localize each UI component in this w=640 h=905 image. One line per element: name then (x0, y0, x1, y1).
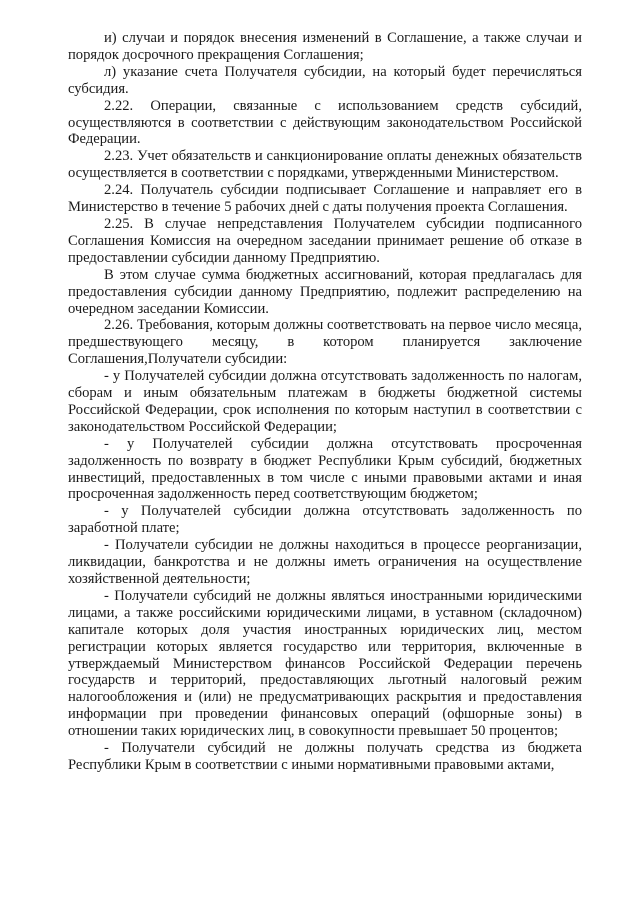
requirement-not-foreign-entity: - Получатели субсидий не должны являться иностранными юридическими лицами, а также российскими юридическими лицами, в уставном (складочном) капитале которых доля участия иностранных юридических лиц, местом регистрации которых является государство или территория, включенные в утверждаемый Министерством финансов Российской Федерации перечень государств и территорий, предоставляющих льготный налоговый режим налогообложения и (или) не предусматривающих раскрытия и предоставления информации при проведении финансовых операций (офшорные зоны) в отношении таких юридических лиц, в совокупности превышает 50 процентов; (68, 587, 582, 740)
requirement-no-tax-debt: - у Получателей субсидии должна отсутствовать задолженность по налогам, сборам и иным обязательным платежам в бюджеты бюджетной системы Российской Федерации, срок исполнения по которым наступил в соответствии с законодательством Российской Федерации; (68, 368, 582, 435)
paragraph-2-22: 2.22. Операции, связанные с использованием средств субсидий, осуществляются в соответствии с действующим законодательством Российской Федерации. (68, 97, 582, 148)
requirement-no-reorganization: - Получатели субсидии не должны находиться в процессе реорганизации, ликвидации, банкротства и не должны иметь ограничения на осуществление хозяйственной деятельности; (68, 537, 582, 587)
paragraph-2-25: 2.25. В случае непредставления Получателем субсидии подписанного Соглашения Комиссия на очередном заседании принимает решение об отказе в предоставлении субсидии данному Предприятию. (68, 215, 582, 266)
paragraph-2-24: 2.24. Получатель субсидии подписывает Соглашение и направляет его в Министерство в течение 5 рабочих дней с даты получения проекта Соглашения. (68, 182, 582, 216)
requirement-no-other-budget-funds: - Получатели субсидий не должны получать средства из бюджета Республики Крым в соответствии с иными нормативными правовыми актами, (68, 740, 582, 773)
paragraph-2-23: 2.23. Учет обязательств и санкционирование оплаты денежных обязательств осуществляется в соответствии с порядками, утвержденными Министерством. (68, 148, 582, 182)
requirement-no-overdue-debt: - у Получателей субсидии должна отсутствовать просроченная задолженность по возврату в бюджет Республики Крым субсидий, бюджетных инвестиций, предоставленных в том числе с иными правовыми актами и иная просроченная задолженность перед соответствующим бюджетом; (68, 435, 582, 503)
requirement-no-wage-debt: - у Получателей субсидии должна отсутствовать задолженность по заработной плате; (68, 503, 582, 537)
paragraph-2-26: 2.26. Требования, которым должны соответствовать на первое число месяца, предшествующего месяцу, в котором планируется заключение Соглашения,Получатели субсидии: (68, 317, 582, 368)
paragraph-item-i: и) случаи и порядок внесения изменений в Соглашение, а также случаи и порядок досрочного прекращения Соглашения; (68, 30, 582, 63)
document-body (68, 30, 582, 774)
paragraph-item-l: л) указание счета Получателя субсидии, на который будет перечисляться субсидия. (68, 63, 582, 97)
paragraph-2-25-continued: В этом случае сумма бюджетных ассигнований, которая предлагалась для предоставления субсидии данному Предприятию, подлежит распределению на очередном заседании Комиссии. (68, 266, 582, 317)
